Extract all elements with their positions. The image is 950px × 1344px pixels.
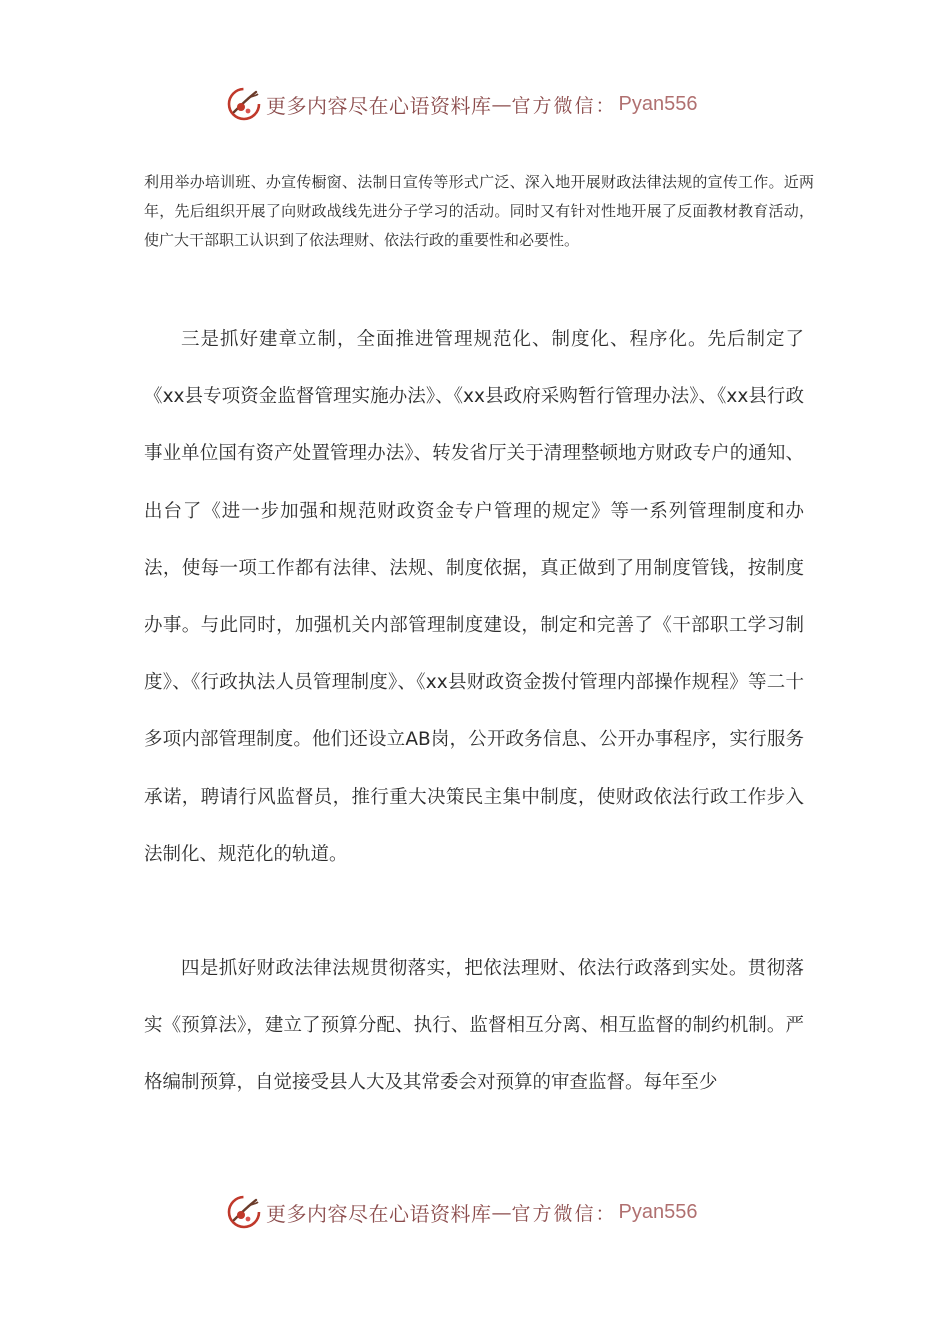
- banner-dash: —: [491, 92, 512, 116]
- brand-logo-icon: [226, 86, 262, 122]
- banner-wechat-label: 官方微信：: [511, 1202, 617, 1225]
- banner-dash: —: [491, 1200, 512, 1224]
- banner-brand-text: 更多内容尽在心语资料库: [266, 1201, 492, 1226]
- banner-account: Pyan556: [618, 1200, 698, 1223]
- banner-brand-text: 更多内容尽在心语资料库: [266, 93, 492, 118]
- banner-account: Pyan556: [618, 92, 698, 115]
- footer-banner: [226, 1192, 786, 1232]
- paragraph-4: 四是抓好财政法律法规贯彻落实，把依法理财、依法行政落到实处。贯彻落实《预算法》，建立了预算分配、执行、监督相互分离、相互监督的制约机制。严格编制预算，自觉接受县人大及其常委会对预算的审查监督。每年至少: [144, 958, 804, 1094]
- header-banner: [226, 84, 786, 124]
- intro-paragraph: 利用举办培训班、办宣传橱窗、法制日宣传等形式广泛、深入地开展财政法律法规的宣传工作。近两年，先后组织开展了向财政战线先进分子学习的活动。同时又有针对性地开展了反面教材教育活动，使广大干部职工认识到了依法理财、依法行政的重要性和必要性。: [144, 173, 814, 249]
- banner-wechat-label: 官方微信：: [511, 94, 617, 117]
- brand-logo-icon: [226, 1194, 262, 1230]
- paragraph-3: 三是抓好建章立制，全面推进管理规范化、制度化、程序化。先后制定了《xx县专项资金监督管理实施办法》、《xx县政府采购暂行管理办法》、《xx县行政事业单位国有资产处置管理办法》、转发省厅关于清理整顿地方财政专户的通知、出台了《进一步加强和规范财政资金专户管理的规定》等一系列管理制度和办法，使每一项工作都有法律、法规、制度依据，真正做到了用制度管钱，按制度办事。与此同时，加强机关内部管理制度建设，制定和完善了《干部职工学习制度》、《行政执法人员管理制度》、《xx县财政资金拨付管理内部操作规程》等二十多项内部管理制度。他们还设立AB岗，公开政务信息、公开办事程序，实行服务承诺，聘请行风监督员，推行重大决策民主集中制度，使财政依法行政工作步入法制化、规范化的轨道。: [144, 329, 804, 865]
